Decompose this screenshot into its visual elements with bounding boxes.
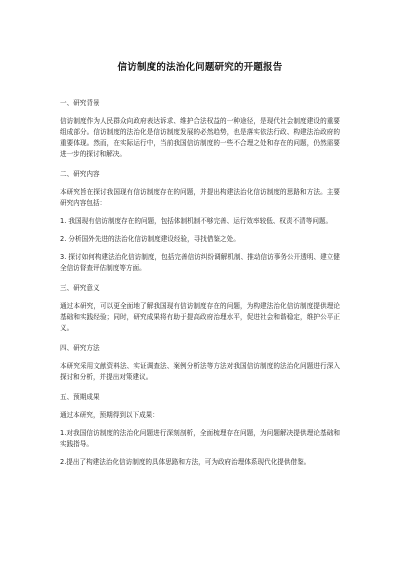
section-heading-methods: 四、研究方法: [60, 344, 100, 352]
section-paragraph: 通过本研究，可以更全面地了解我国现有信访制度存在的问题，为构建法治化信访制度提供理论基础和实践经验；同时，研究成果将有助于提高政府治理水平，促进社会和谐稳定，维护公平正义。: [60, 302, 340, 332]
list-item: 2. 分析国外先进的法治化信访制度建设经验，寻找借鉴之处。: [60, 235, 240, 243]
section-heading-expected-results: 五、预期成果: [60, 393, 100, 401]
list-item: 3. 探讨如何构建法治化信访制度，包括完善信访纠纷调解机制、推动信访事务公开透明、建立健全信访督查评估制度等方面。: [60, 253, 340, 272]
document-title: 信访制度的法治化问题研究的开题报告: [117, 62, 283, 73]
section-heading-content: 二、研究内容: [60, 170, 100, 178]
list-item: 1. 我国现有信访制度存在的问题，包括体制机制不够完善、运行效率较低、权责不清等问题。: [60, 217, 333, 225]
list-item: 2.提出了构建法治化信访制度的具体思路和方法，可为政府治理体系现代化提供借鉴。: [60, 458, 311, 466]
section-paragraph: 信访制度作为人民群众向政府表达诉求、维护合法权益的一种途径，是现代社会制度建设的重要组成部分。信访制度的法治化是信访制度发展的必然趋势，也是落实依法行政、构建法治政府的重要体现。然而，在实际运行中，当前我国信访制度的一些不合理之处和存在的问题，仍然需要进一步的探讨和解决。: [60, 117, 340, 158]
section-paragraph: 本研究旨在探讨我国现有信访制度存在的问题，并提出构建法治化信访制度的思路和方法。主要研究内容包括：: [60, 188, 340, 207]
list-item: 1.对我国信访制度的法治化问题进行深刻剖析，全面梳理存在问题，为问题解决提供理论基础和实践指导。: [60, 429, 340, 448]
section-heading-background: 一、研究背景: [60, 99, 100, 107]
section-heading-significance: 三、研究意义: [60, 284, 100, 292]
section-paragraph: 本研究采用文献资料法、实证调查法、案例分析法等方法对我国信访制度的法治化问题进行深入探讨和分析，并提出对策建议。: [60, 362, 340, 381]
section-paragraph: 通过本研究，预期得到以下成果：: [60, 411, 159, 419]
